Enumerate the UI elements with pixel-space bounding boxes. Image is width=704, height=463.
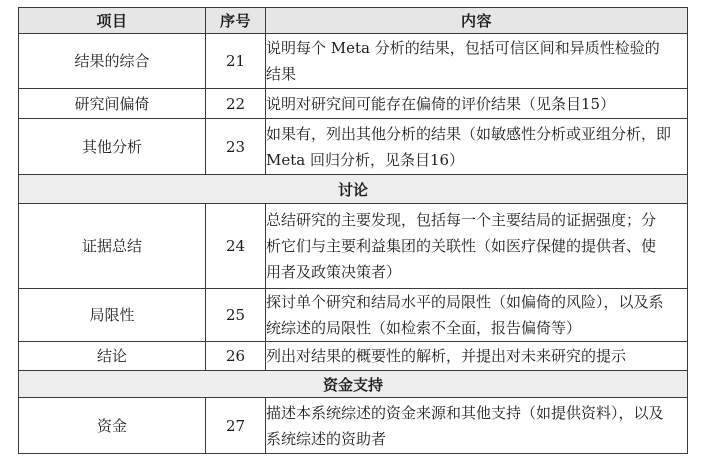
row-content <box>266 289 688 342</box>
row-item-name: 研究间偏倚 <box>19 89 206 119</box>
row-number: 25 <box>206 289 266 342</box>
section-row-discussion <box>19 175 688 204</box>
row-item-name: 其他分析 <box>19 119 206 175</box>
table-row <box>19 289 688 342</box>
header-number: 序号 <box>206 8 266 34</box>
content-line: 如果有，列出其他分析的结果（如敏感性分析或亚组分析，即 <box>266 124 672 143</box>
content-line: 说明每个 Meta 分析的结果，包括可信区间和异质性检验的 <box>266 39 660 57</box>
table-row <box>19 89 688 119</box>
content-line: 结果 <box>266 65 297 83</box>
row-item-name: 证据总结 <box>19 204 206 289</box>
header-item: 项目 <box>19 8 206 34</box>
content-line: 总结研究的主要发现，包括每一个主要结局的证据强度；分 <box>266 211 657 229</box>
row-number: 21 <box>206 34 266 89</box>
row-item-name: 结果的综合 <box>19 34 206 89</box>
content-line: 系统综述的资助者 <box>266 429 387 448</box>
section-title: 资金支持 <box>19 371 688 398</box>
content-line: 统综述的局限性（如检索不全面，报告偏倚等） <box>266 319 582 337</box>
table-header <box>19 8 688 34</box>
row-number: 26 <box>206 342 266 371</box>
row-number: 22 <box>206 89 266 119</box>
row-item-name: 局限性 <box>19 289 206 342</box>
table-row <box>19 204 688 289</box>
row-content <box>266 398 688 454</box>
header-content: 内容 <box>266 8 688 34</box>
row-number: 27 <box>206 398 266 454</box>
table-row <box>19 34 688 89</box>
content-line: 探讨单个研究和结局水平的局限性（如偏倚的风险），以及系 <box>266 293 664 311</box>
row-content <box>266 342 688 371</box>
row-item-name: 资金 <box>19 398 206 454</box>
content-line: 说明对研究间可能存在偏倚的评价结果（见条目15） <box>266 94 616 113</box>
checklist-table <box>18 7 688 454</box>
table-row <box>19 398 688 454</box>
row-content <box>266 204 688 289</box>
row-content <box>266 119 688 175</box>
table-row <box>19 342 688 371</box>
table-body <box>19 34 688 454</box>
header-row <box>19 8 688 34</box>
row-content <box>266 34 688 89</box>
content-line: Meta 回归分析，见条目16） <box>266 150 465 169</box>
row-number: 23 <box>206 119 266 175</box>
row-number: 24 <box>206 204 266 289</box>
content-line: 描述本系统综述的资金来源和其他支持（如提供资料），以及 <box>266 403 664 422</box>
section-row-funding <box>19 371 688 398</box>
row-item-name: 结论 <box>19 342 206 371</box>
section-title: 讨论 <box>19 175 688 204</box>
content-line: 列出对结果的概要性的解析，并提出对未来研究的提示 <box>266 347 627 365</box>
content-line: 用者及政策决策者） <box>266 263 402 281</box>
content-line: 析它们与主要利益集团的关联性（如医疗保健的提供者、使 <box>266 237 657 255</box>
row-content <box>266 89 688 119</box>
table-row <box>19 119 688 175</box>
